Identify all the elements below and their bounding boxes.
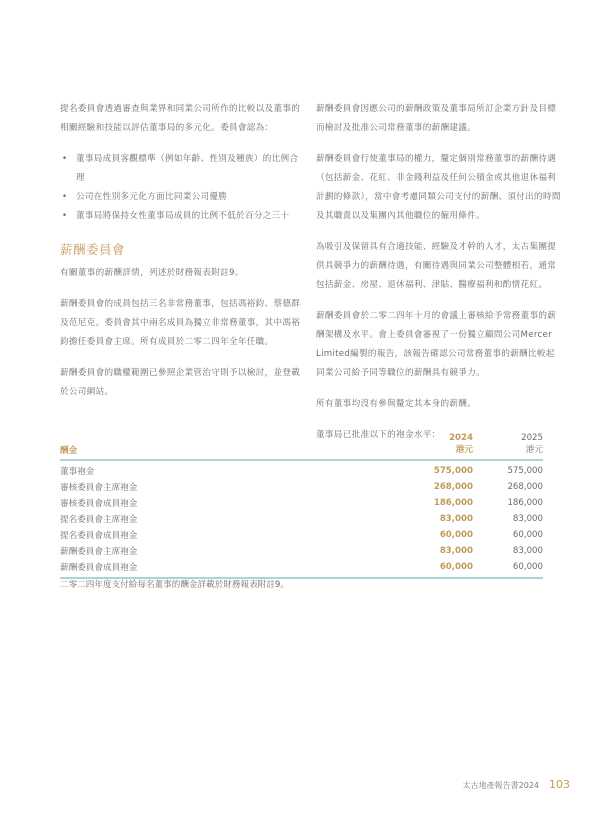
- fees-table: [60, 428, 543, 579]
- year-label: 2025: [521, 433, 543, 443]
- report-title: 太古地產報告書2024: [462, 781, 539, 790]
- table-body: [60, 461, 543, 579]
- paragraph: 董事局已批准以下的袍金水平：: [316, 430, 441, 440]
- header-label: 酬金: [60, 446, 78, 456]
- diversity-bullet-list: [60, 150, 303, 226]
- year-label: 2024: [449, 433, 473, 443]
- value-2025: 83,000: [512, 514, 543, 524]
- table-row: [60, 479, 543, 495]
- table-row: [60, 527, 543, 543]
- row-label: 董事袍金: [60, 467, 95, 477]
- table-row: [60, 543, 543, 559]
- bullet-item: • 董事局將保持女性董事局成員的比例不低於百分之三十: [60, 207, 303, 226]
- nomination-intro: 提名委員會透過審查與業界和同業公司所作的比較以及董事的相關經驗和技能以評估董事局的多元化。委員會認為：: [60, 104, 301, 133]
- value-2024: 83,000: [439, 514, 473, 524]
- table-row: [60, 463, 543, 479]
- table-header: [60, 428, 543, 461]
- value-2025: 186,000: [507, 498, 543, 508]
- paragraph: 薪酬委員會的職權範圍已參照企業管治守則予以檢討，並登載於公司網站。: [60, 368, 301, 397]
- value-2024: 268,000: [433, 482, 473, 492]
- table-row: [60, 559, 543, 575]
- row-label: 審核委員會主席袍金: [60, 483, 138, 493]
- row-label: 薪酬委員會主席袍金: [60, 547, 138, 557]
- unit-label: 港元: [455, 445, 473, 455]
- paragraph: 薪酬委員會於二零二四年十月的會議上審核給予常務董事的薪酬架構及水平。會上委員會審視了一份獨立顧問公司Mercer Limited編製的報告，該報告確認公司常務董事的薪酬比較起同業公司給予同等職位的薪酬具有競爭力。: [316, 311, 557, 378]
- row-label: 提名委員會主席袍金: [60, 515, 138, 525]
- value-2024: 83,000: [439, 546, 473, 556]
- left-column: [60, 100, 303, 414]
- value-2025: 268,000: [507, 482, 543, 492]
- value-2025: 60,000: [512, 530, 543, 540]
- table-row: [60, 495, 543, 511]
- paragraph: 薪酬委員會因應公司的薪酬政策及董事局所訂企業方針及目標而檢討及批准公司常務董事的薪酬建議。: [316, 104, 557, 133]
- section-heading-remuneration-committee: 薪酬委員會: [60, 242, 126, 257]
- row-label: 薪酬委員會成員袍金: [60, 563, 138, 573]
- table-footnote: 二零二四年度支付給每名董事的酬金詳載於財務報表附註9。: [60, 580, 289, 590]
- row-label: 審核委員會成員袍金: [60, 499, 138, 509]
- page-footer: [463, 778, 570, 791]
- value-2024: 60,000: [439, 530, 473, 540]
- value-2024: 575,000: [433, 466, 473, 476]
- paragraph: 薪酬委員會的成員包括三名非常務董事，包括馮裕鈞、蔡德群及范尼克。委員會其中兩名成員為獨立非常務董事，其中馮裕鈞擔任委員會主席。所有成員於二零二四年全年任職。: [60, 299, 301, 347]
- right-column: [316, 100, 562, 457]
- paragraph: 薪酬委員會行使董事局的權力，釐定個別常務董事的薪酬待遇（包括薪金、花紅、非金錢利益及任何公積金或其他退休福利計劃的條款），當中會考慮同類公司支付的薪酬、須付出的時間及其職責以及集團內其他職位的僱用條件。: [316, 154, 561, 221]
- header-2025: [473, 432, 543, 456]
- table-row: [60, 511, 543, 527]
- paragraph: 有關董事的薪酬詳情，列述於財務報表附註9。: [60, 268, 244, 278]
- paragraph: 所有董事均沒有參與釐定其本身的薪酬。: [316, 399, 477, 409]
- value-2024: 186,000: [433, 498, 473, 508]
- page-number: 103: [549, 778, 570, 791]
- unit-label: 港元: [525, 445, 543, 455]
- paragraph: 為吸引及保留具有合適技能、經驗及才幹的人才，太古集團提供具競爭力的薪酬待遇，有關待遇與同業公司整體相若，通常包括薪金、房屋、退休福利、津貼、醫療福利和酌情花紅。: [316, 242, 557, 290]
- value-2024: 60,000: [439, 562, 473, 572]
- value-2025: 83,000: [512, 546, 543, 556]
- value-2025: 60,000: [512, 562, 543, 572]
- bullet-item: • 公司在性別多元化方面比同業公司優勝: [60, 188, 303, 207]
- row-label: 提名委員會成員袍金: [60, 531, 138, 541]
- value-2025: 575,000: [507, 466, 543, 476]
- header-2024: [403, 432, 473, 456]
- bullet-item: • 董事局成員客觀標準（例如年齡、性別及種族）的比例合理: [60, 150, 303, 188]
